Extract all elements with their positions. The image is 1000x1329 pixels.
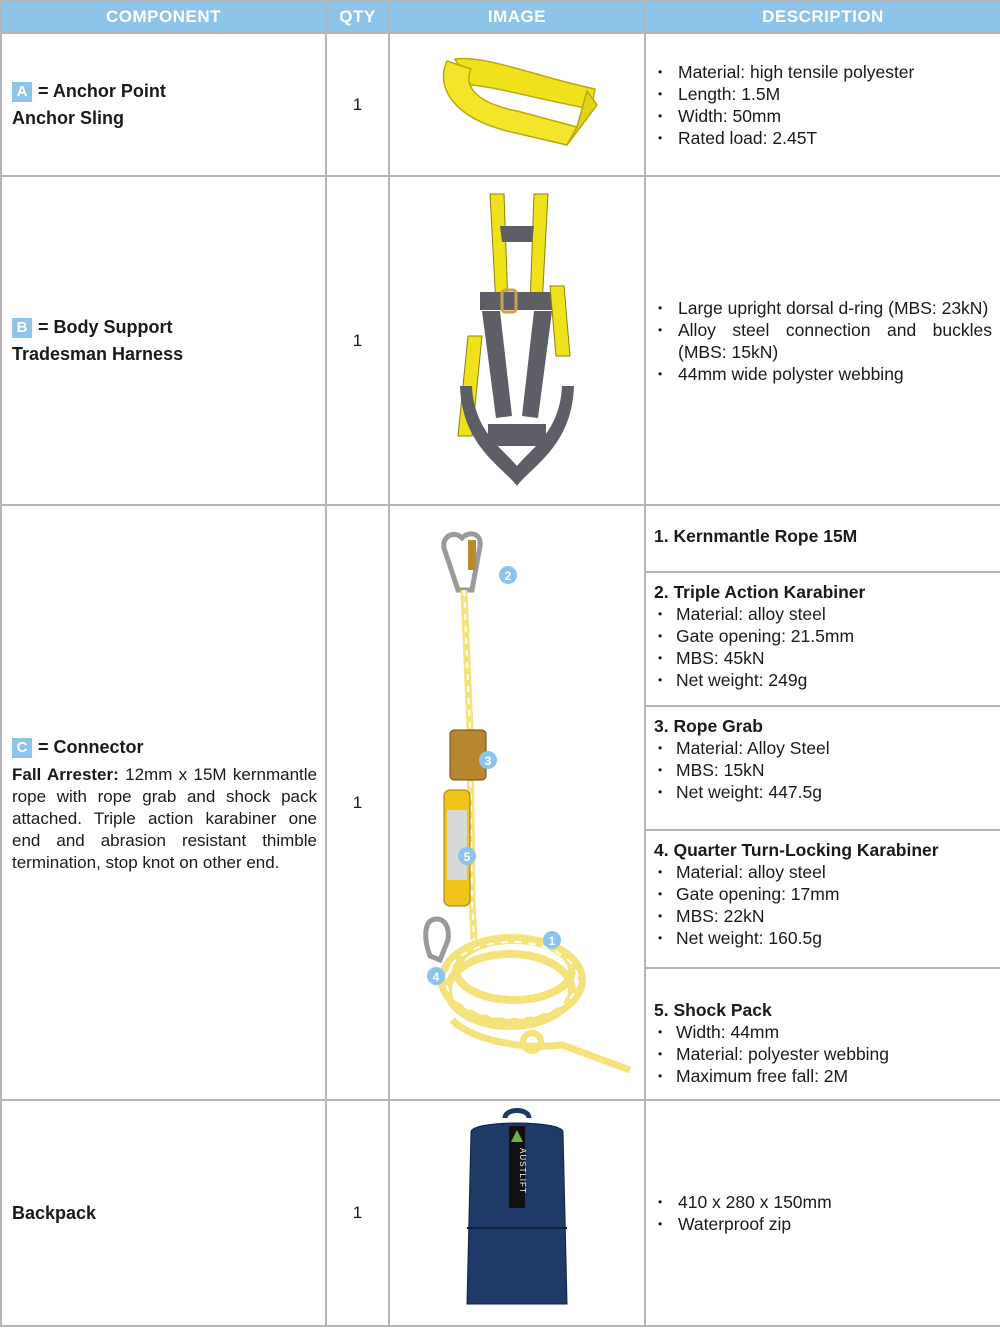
- component-title: = Anchor Point: [38, 80, 166, 101]
- part-3: [646, 707, 1000, 831]
- list-item: • Net weight: 160.5g: [654, 927, 992, 949]
- list-item: • Material: polyester webbing: [654, 1043, 992, 1065]
- part-1: [646, 511, 1000, 573]
- list-item: • Material: alloy steel: [654, 861, 992, 883]
- list-item: • Large upright dorsal d-ring (MBS: 23kN): [654, 297, 992, 319]
- description-cell: [645, 176, 1000, 505]
- list-item: • Maximum free fall: 2M: [654, 1065, 992, 1087]
- part-5: [646, 969, 1000, 1095]
- description-cell: [645, 33, 1000, 176]
- table-row: [1, 176, 1000, 505]
- qty-cell: 1: [326, 1100, 389, 1326]
- spec-list: [654, 61, 992, 149]
- list-item: • Rated load: 2.45T: [654, 127, 992, 149]
- anchor-sling-image: [389, 33, 645, 176]
- fall-arrester-image: [389, 505, 645, 1100]
- header-qty: QTY: [326, 1, 389, 33]
- list-item: • Material: high tensile polyester: [654, 61, 992, 83]
- callout-4: [427, 967, 445, 985]
- callout-2: [499, 566, 517, 584]
- list-item: • 44mm wide polyster webbing: [654, 363, 992, 385]
- part-title: 5. Shock Pack: [654, 999, 772, 1020]
- component-description: Fall Arrester: 12mm x 15M kernmantle rope with rope grab and shock pack attached. Triple action karabiner one end and abrasion resistant thimble termination, stop knot on other end.: [12, 765, 317, 872]
- list-item: • Gate opening: 17mm: [654, 883, 992, 905]
- header-description: DESCRIPTION: [645, 1, 1000, 33]
- part-title: 3. Rope Grab: [654, 715, 763, 736]
- svg-text:4: 4: [432, 970, 440, 984]
- list-item: • Net weight: 447.5g: [654, 781, 992, 803]
- part-4: [646, 831, 1000, 969]
- part-2: [646, 573, 1000, 707]
- component-name: Backpack: [12, 1202, 97, 1223]
- callout-3: [479, 751, 497, 769]
- component-cell: [1, 505, 326, 1100]
- qty-cell: 1: [326, 33, 389, 176]
- component-name: Tradesman Harness: [12, 343, 184, 364]
- svg-text:5: 5: [463, 850, 471, 864]
- list-item: • Material: alloy steel: [654, 603, 992, 625]
- callout-5: [458, 847, 476, 865]
- list-item: • Width: 44mm: [654, 1021, 992, 1043]
- list-item: • MBS: 22kN: [654, 905, 992, 927]
- component-name: Anchor Sling: [12, 107, 124, 128]
- list-item: • Material: Alloy Steel: [654, 737, 992, 759]
- list-item: • Width: 50mm: [654, 105, 992, 127]
- list-item: • Net weight: 249g: [654, 669, 992, 691]
- badge-b: B: [12, 318, 32, 338]
- list-item: • MBS: 45kN: [654, 647, 992, 669]
- backpack-image: [389, 1100, 645, 1326]
- badge-a: A: [12, 82, 32, 102]
- list-item: • Alloy steel connection and buckles (MBS: 15kN): [654, 319, 992, 363]
- component-title: = Connector: [38, 737, 144, 757]
- austlift-logo: AUSTLIFT: [518, 1148, 527, 1194]
- header-component: COMPONENT: [1, 1, 326, 33]
- list-item: • Waterproof zip: [654, 1213, 992, 1235]
- description-cell: [645, 1100, 1000, 1326]
- list-item: • Gate opening: 21.5mm: [654, 625, 992, 647]
- part-title: 1. Kernmantle Rope 15M: [654, 525, 858, 546]
- table-row: [1, 33, 1000, 176]
- description-cell: [645, 505, 1000, 1100]
- spec-list: [654, 1191, 992, 1235]
- svg-text:1: 1: [548, 934, 556, 948]
- qty-cell: 1: [326, 176, 389, 505]
- list-item: • MBS: 15kN: [654, 759, 992, 781]
- header-row: [1, 1, 1000, 33]
- table-row: [1, 1100, 1000, 1326]
- component-cell: [1, 176, 326, 505]
- list-item: • Length: 1.5M: [654, 83, 992, 105]
- svg-text:2: 2: [504, 569, 512, 583]
- header-image: IMAGE: [389, 1, 645, 33]
- part-title: 4. Quarter Turn-Locking Karabiner: [654, 839, 939, 860]
- svg-text:3: 3: [484, 754, 492, 768]
- component-title: = Body Support: [38, 316, 173, 337]
- list-item: • 410 x 280 x 150mm: [654, 1191, 992, 1213]
- part-title: 2. Triple Action Karabiner: [654, 581, 866, 602]
- component-cell: [1, 1100, 326, 1326]
- spec-list: [654, 297, 992, 385]
- harness-image: [389, 176, 645, 505]
- qty-cell: 1: [326, 505, 389, 1100]
- table-row: [1, 505, 1000, 1100]
- component-cell: [1, 33, 326, 176]
- callout-1: [543, 931, 561, 949]
- badge-c: C: [12, 738, 32, 758]
